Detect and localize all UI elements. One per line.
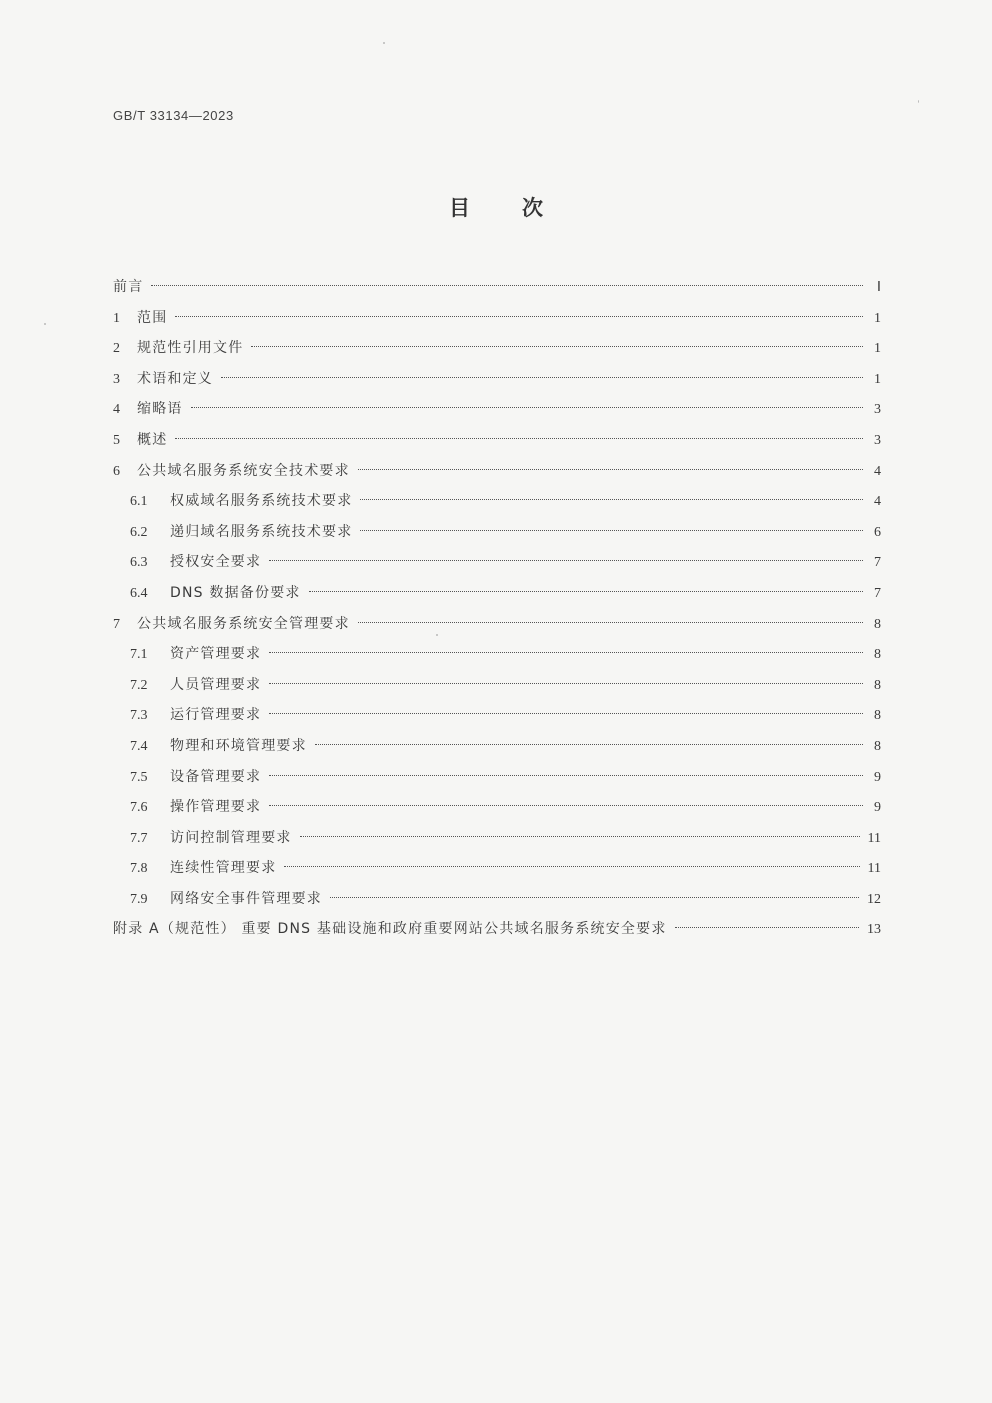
toc-entry-number: 4 <box>113 402 120 418</box>
toc-entry-number: 1 <box>113 310 120 326</box>
toc-entry-title: 物理和环境管理要求 <box>170 737 307 754</box>
dot-leader <box>269 683 863 684</box>
toc-entry-page-number: 4 <box>874 494 881 510</box>
toc-entry-title: 资产管理要求 <box>170 646 262 663</box>
toc-entry-number: 5 <box>113 432 120 448</box>
toc-entry-title: 设备管理要求 <box>170 768 262 785</box>
dot-leader <box>269 560 863 561</box>
dot-leader <box>269 652 863 653</box>
dot-leader <box>309 591 863 592</box>
toc-entry[interactable] <box>113 823 881 854</box>
toc-entry-page-number: 1 <box>874 310 881 326</box>
scan-speck <box>383 42 385 44</box>
toc-entry-page-number: 7 <box>874 585 881 601</box>
toc-entry-page-number: Ⅰ <box>876 280 881 295</box>
toc-entry[interactable] <box>113 364 881 395</box>
toc-entry-number: 7.3 <box>130 708 148 724</box>
toc-entry-page-number: 4 <box>874 463 881 479</box>
toc-entry[interactable] <box>113 333 881 364</box>
toc-entry[interactable] <box>113 486 881 517</box>
dot-leader <box>360 499 863 500</box>
scan-speck <box>436 634 438 636</box>
toc-entry-title: 附录 A（规范性） 重要 DNS 基础设施和政府重要网站公共域名服务系统安全要求 <box>113 921 667 938</box>
dot-leader <box>191 407 863 408</box>
toc-entry-page-number: 8 <box>874 616 881 632</box>
toc-entry-title: 公共域名服务系统安全技术要求 <box>137 462 350 479</box>
toc-entry[interactable] <box>113 425 881 456</box>
toc-entry-page-number: 12 <box>867 891 881 907</box>
dot-leader <box>269 805 863 806</box>
toc-entry-title: 操作管理要求 <box>170 799 262 816</box>
scan-speck <box>918 100 919 103</box>
toc-entry-title: DNS 数据备份要求 <box>170 584 301 601</box>
toc-entry-number: 2 <box>113 341 120 357</box>
toc-entry[interactable] <box>113 792 881 823</box>
toc-entry[interactable] <box>113 670 881 701</box>
toc-entry-title: 连续性管理要求 <box>170 860 277 877</box>
toc-entry-number: 7.2 <box>130 677 148 693</box>
toc-entry[interactable] <box>113 853 881 884</box>
toc-entry-page-number: 1 <box>874 371 881 387</box>
dot-leader <box>284 866 859 867</box>
dot-leader <box>358 469 863 470</box>
toc-entry-number: 7.8 <box>130 861 148 877</box>
dot-leader <box>360 530 863 531</box>
toc-entry-title: 授权安全要求 <box>170 554 262 571</box>
dot-leader <box>175 438 863 439</box>
toc-entry[interactable] <box>113 517 881 548</box>
toc-entry-page-number: 13 <box>867 922 881 938</box>
toc-entry-number: 7.9 <box>130 891 148 907</box>
dot-leader <box>221 377 863 378</box>
toc-entry[interactable] <box>113 700 881 731</box>
toc-entry[interactable] <box>113 547 881 578</box>
dot-leader <box>358 622 863 623</box>
toc-entry[interactable] <box>113 884 881 915</box>
standard-code: GB/T 33134—2023 <box>113 108 234 123</box>
dot-leader <box>300 836 860 837</box>
toc-entry-page-number: 3 <box>874 402 881 418</box>
dot-leader <box>269 713 863 714</box>
toc-entry-title: 缩略语 <box>137 401 183 418</box>
toc-entry-page-number: 8 <box>874 677 881 693</box>
toc-entry[interactable] <box>113 303 881 334</box>
toc-entry-number: 6.1 <box>130 494 148 510</box>
toc-entry-number: 3 <box>113 371 120 387</box>
dot-leader <box>151 285 863 286</box>
scan-speck <box>44 323 46 325</box>
toc-entry-title: 运行管理要求 <box>170 707 262 724</box>
toc-entry-title: 访问控制管理要求 <box>170 829 292 846</box>
toc-entry-title: 权威域名服务系统技术要求 <box>170 493 353 510</box>
toc-entry-number: 6 <box>113 463 120 479</box>
toc-entry[interactable] <box>113 762 881 793</box>
toc-entry-title: 递归域名服务系统技术要求 <box>170 523 353 540</box>
toc-entry-number: 6.2 <box>130 524 148 540</box>
toc-title: 目次 <box>449 196 595 220</box>
toc-entry[interactable] <box>113 639 881 670</box>
dot-leader <box>175 316 863 317</box>
toc-entry-page-number: 3 <box>874 432 881 448</box>
toc-entry[interactable] <box>113 914 881 945</box>
toc-entry[interactable] <box>113 272 881 303</box>
toc-entry-number: 7.5 <box>130 769 148 785</box>
toc-entry-title: 人员管理要求 <box>170 676 262 693</box>
toc-entry[interactable] <box>113 731 881 762</box>
dot-leader <box>269 775 863 776</box>
toc-entry-page-number: 9 <box>874 769 881 785</box>
toc-entry[interactable] <box>113 578 881 609</box>
toc-entry-number: 7.7 <box>130 830 148 846</box>
dot-leader <box>330 897 859 898</box>
toc-entry-number: 6.3 <box>130 555 148 571</box>
toc-entry-title: 范围 <box>137 309 168 326</box>
toc-entry-page-number: 9 <box>874 800 881 816</box>
toc-entry-title: 公共域名服务系统安全管理要求 <box>137 615 350 632</box>
toc-entry-number: 6.4 <box>130 585 148 601</box>
toc-entry[interactable] <box>113 394 881 425</box>
toc-entry-page-number: 7 <box>874 555 881 571</box>
toc-entry-page-number: 8 <box>874 647 881 663</box>
toc-entry-number: 7 <box>113 616 120 632</box>
toc-entry-page-number: 6 <box>874 524 881 540</box>
toc-entry-page-number: 8 <box>874 738 881 754</box>
toc-entry-title: 规范性引用文件 <box>137 340 244 357</box>
toc-entry-title: 前言 <box>113 279 144 295</box>
toc-entry-page-number: 11 <box>867 861 881 877</box>
toc-entry-page-number: 8 <box>874 708 881 724</box>
toc-entry[interactable] <box>113 456 881 487</box>
toc-entry-number: 7.6 <box>130 800 148 816</box>
toc-entry[interactable] <box>113 609 881 640</box>
dot-leader <box>675 927 859 928</box>
table-of-contents <box>113 272 881 945</box>
toc-entry-title: 网络安全事件管理要求 <box>170 890 322 907</box>
dot-leader <box>315 744 863 745</box>
toc-entry-number: 7.4 <box>130 738 148 754</box>
toc-entry-number: 7.1 <box>130 647 148 663</box>
toc-entry-title: 概述 <box>137 431 168 448</box>
dot-leader <box>251 346 863 347</box>
toc-entry-title: 术语和定义 <box>137 370 213 387</box>
toc-entry-page-number: 1 <box>874 341 881 357</box>
toc-entry-page-number: 11 <box>867 830 881 846</box>
